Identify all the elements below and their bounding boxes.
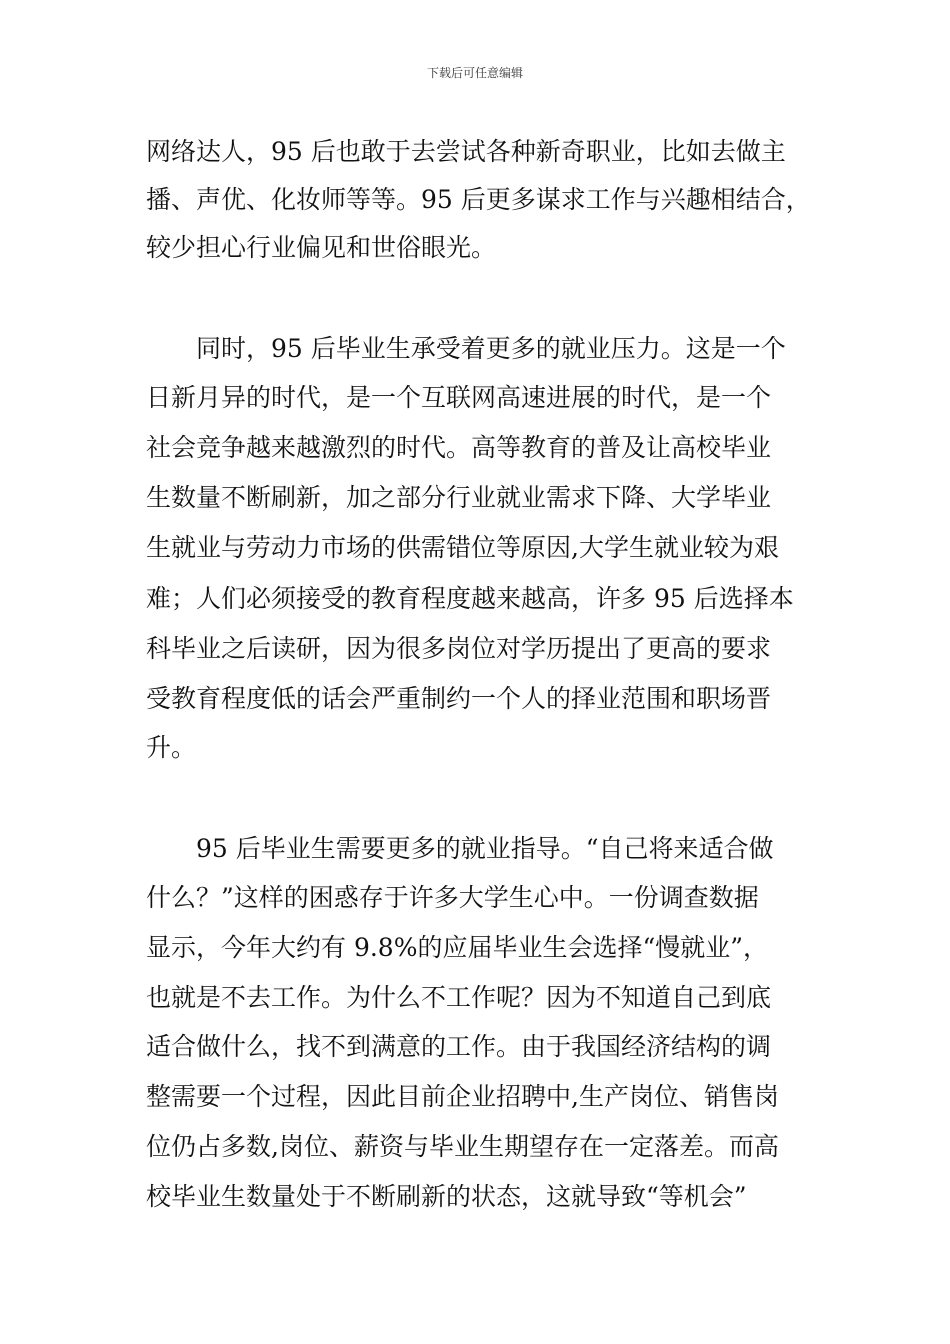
paragraph-line: 难；人们必须接受的教育程度越来越高，许多 95 后选择本 bbox=[146, 584, 794, 613]
paragraph-line: 受教育程度低的话会严重制约一个人的择业范围和职场晋 bbox=[146, 684, 772, 713]
paragraph-line: 社会竞争越来越激烈的时代。高等教育的普及让高校毕业 bbox=[146, 433, 772, 462]
paragraph-line: 生数量不断刷新，加之部分行业就业需求下降、大学毕业 bbox=[146, 483, 772, 512]
paragraph-line: 显示，今年大约有 9.8%的应届毕业生会选择“慢就业”， bbox=[146, 933, 769, 962]
paragraph-line: 什么？”这样的困惑存于许多大学生心中。一份调查数据 bbox=[146, 883, 759, 912]
paragraph-line: 网络达人，95 后也敢于去尝试各种新奇职业，比如去做主 bbox=[146, 137, 786, 166]
paragraph-line: 日新月异的时代，是一个互联网高速进展的时代，是一个 bbox=[146, 383, 772, 412]
paragraph-line: 科毕业之后读研，因为很多岗位对学历提出了更高的要求 bbox=[146, 634, 772, 663]
paragraph-line: 较少担心行业偏见和世俗眼光。 bbox=[146, 233, 497, 262]
paragraph-line: 播、声优、化妆师等等。95 后更多谋求工作与兴趣相结合， bbox=[146, 185, 811, 214]
paragraph-line: 95 后毕业生需要更多的就业指导。“自己将来适合做 bbox=[196, 834, 774, 863]
paragraph-line: 生就业与劳动力市场的供需错位等原因,大学生就业较为艰 bbox=[146, 533, 779, 562]
paragraph-line: 也就是不去工作。为什么不工作呢？因为不知道自己到底 bbox=[146, 983, 772, 1012]
page-header: 下载后可任意编辑 bbox=[426, 66, 523, 80]
paragraph-line: 校毕业生数量处于不断刷新的状态，这就导致“等机会” bbox=[146, 1182, 747, 1211]
paragraph-line: 整需要一个过程，因此目前企业招聘中,生产岗位、销售岗 bbox=[146, 1082, 779, 1111]
paragraph-line: 同时，95 后毕业生承受着更多的就业压力。这是一个 bbox=[196, 334, 786, 363]
paragraph-line: 适合做什么，找不到满意的工作。由于我国经济结构的调 bbox=[146, 1032, 772, 1061]
paragraph-line: 位仍占多数,岗位、薪资与毕业生期望存在一定落差。而高 bbox=[146, 1132, 779, 1161]
paragraph-line: 升。 bbox=[146, 733, 197, 762]
